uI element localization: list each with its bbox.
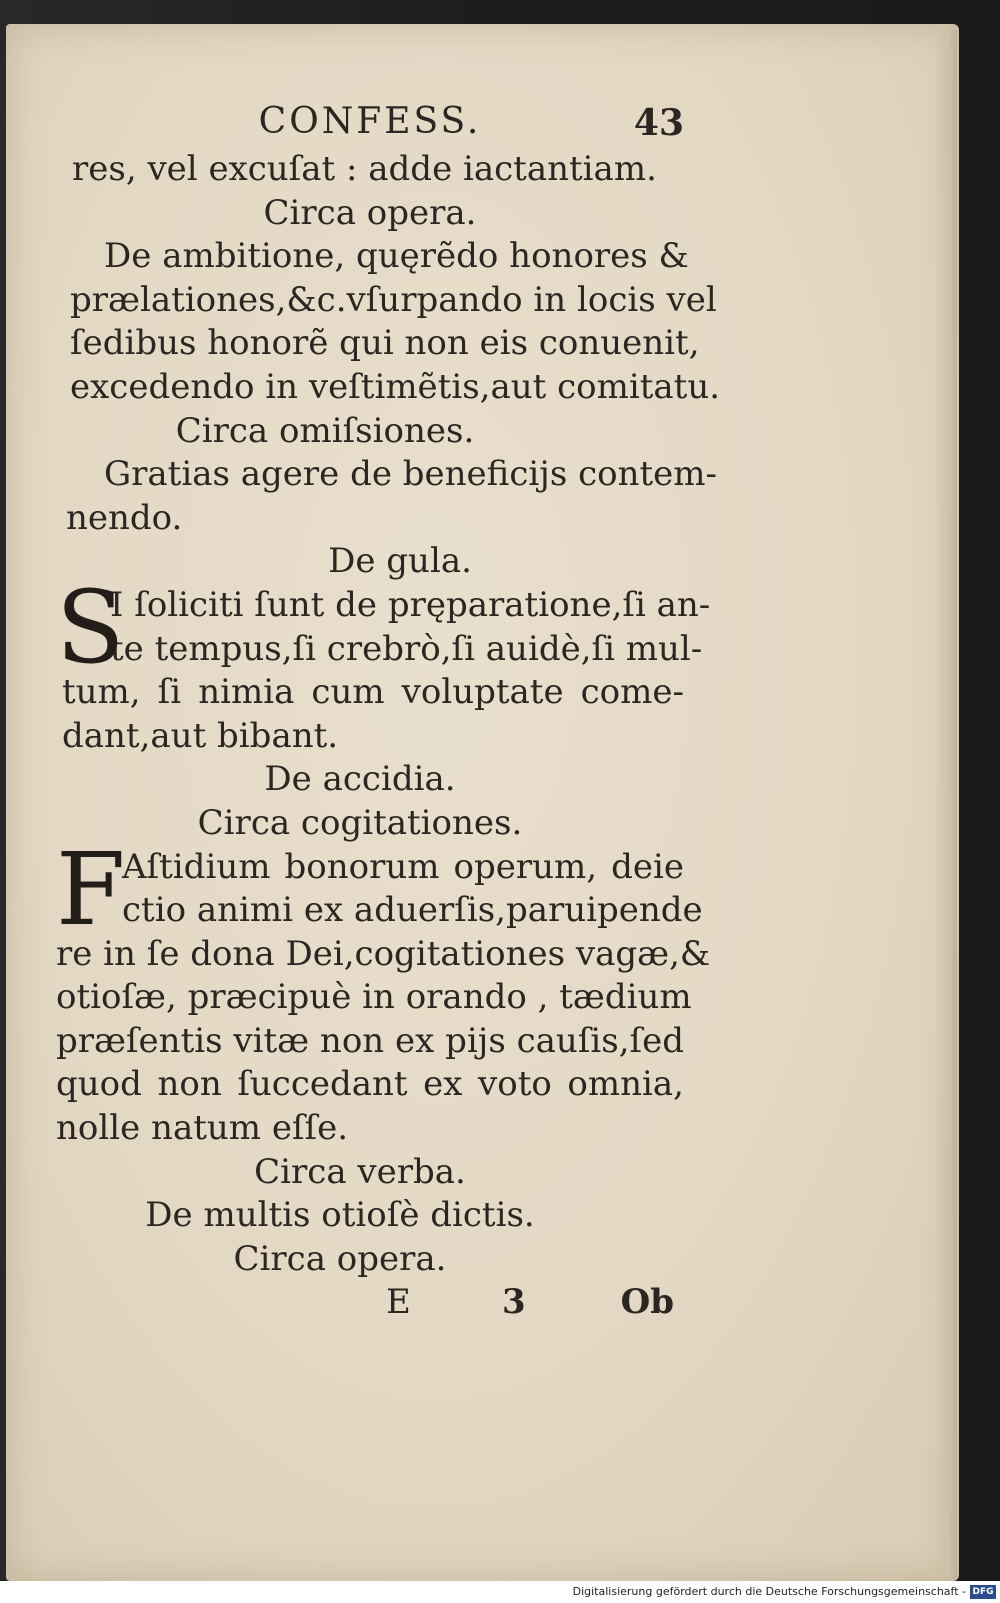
page-text-block <box>56 100 721 1333</box>
section-heading: Circa omiſsiones. <box>175 410 475 451</box>
section-heading: Circa verba. <box>254 1151 466 1192</box>
text-line: dant,aut bibant. <box>62 715 339 756</box>
text-line: ctio animi ex aduerſis,paruipende <box>122 890 703 931</box>
text-line: excedendo in veſtimẽtis,aut comitatu. <box>70 366 721 407</box>
accidia-paragraph <box>56 830 711 1151</box>
page-number: 43 <box>633 102 684 144</box>
text-line: re in ſe dona Dei,cogitationes vagæ,& <box>56 933 711 974</box>
running-title: CONFESS. <box>258 101 482 142</box>
drop-cap-initial: F <box>56 830 126 948</box>
text-line: nolle natum eſſe. <box>56 1108 349 1149</box>
text-line: otioſæ, præcipuè in orando , tædium <box>56 977 692 1018</box>
text-line: prælationes,&c.vſurpando in locis vel <box>70 279 717 320</box>
section-heading: De multis otioſè dictis. <box>145 1195 535 1236</box>
section-heading: Circa cogitationes. <box>197 802 523 843</box>
text-line: I ſoliciti ſunt de pręparatione,ſi an- <box>110 584 711 625</box>
signature-number: 3 <box>502 1282 526 1323</box>
page-footer <box>56 1281 684 1333</box>
drop-cap-initial: S <box>56 568 125 686</box>
running-head <box>56 100 684 148</box>
text-line: quod non ſuccedant ex voto omnia, <box>56 1064 684 1105</box>
credit-text: Digitalisierung gefördert durch die Deutsche Forschungsgemeinschaft - <box>572 1585 966 1598</box>
text-line: tum, ſi nimia cum voluptate come- <box>62 672 684 713</box>
text-line: De ambitione, quęrẽdo honores & <box>104 236 689 277</box>
section-heading: Circa opera. <box>263 192 477 233</box>
section-heading: Circa opera. <box>233 1238 447 1279</box>
dfg-logo: DFG <box>970 1585 996 1599</box>
section-heading: De gula. <box>328 541 472 582</box>
gula-paragraph <box>56 568 711 758</box>
catchword: Ob <box>620 1282 674 1323</box>
text-line: res, vel excuſat : adde iactantiam. <box>72 149 657 189</box>
text-line: præſentis vitæ non ex pijs cauſis,ſed <box>56 1020 684 1061</box>
text-line: te tempus,ſi crebrò,ſi auidè,ſi mul- <box>110 628 703 669</box>
signature-mark: E <box>386 1282 411 1323</box>
text-line: Gratias agere de beneficijs contem- <box>104 454 717 495</box>
text-line: Aſtidium bonorum operum, deie <box>122 846 684 887</box>
text-line: ſedibus honorẽ qui non eis conuenit, <box>70 323 700 364</box>
text-line: nendo. <box>66 497 183 538</box>
page-edge <box>935 30 957 1578</box>
section-heading: De accidia. <box>264 759 456 800</box>
credit-bar <box>0 1581 1000 1603</box>
